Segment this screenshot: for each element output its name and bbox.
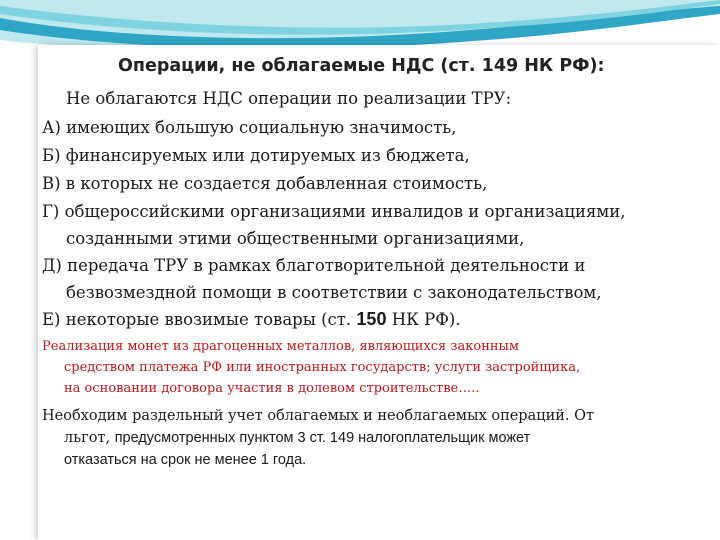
list-item-b: Б) финансируемых или дотируемых из бюджета,	[42, 146, 470, 165]
list-item-d	[42, 252, 702, 306]
footer-note-line3: отказаться на срок не менее 1 года.	[64, 452, 307, 468]
list-item-e-pre: Е) некоторые ввозимые товары (ст.	[42, 310, 357, 329]
intro-text: Не облагаются НДС операции по реализации ТРУ:	[66, 89, 512, 108]
list-item-g	[42, 198, 702, 252]
footer-note-line2-pre: льгот,	[64, 430, 115, 446]
footer-note-line1: Необходим раздельный учет облагаемых и необлагаемых операций. От	[42, 408, 595, 424]
red-note-line3: на основании договора участия в долевом строительстве…..	[64, 381, 480, 396]
footer-note-line2	[42, 427, 702, 449]
red-note-line1: Реализация монет из драгоценных металлов, являющихся законным	[42, 339, 519, 354]
list-item-e-article: 150	[356, 309, 387, 329]
list-item-d-line2: безвозмездной помощи в соответствии с законодательством,	[66, 283, 602, 302]
red-note	[42, 336, 702, 399]
footer-note	[42, 405, 702, 471]
list-item-e	[42, 306, 702, 333]
red-note-line2: средством платежа РФ или иностранных государств; услуги застройщика,	[64, 360, 581, 375]
list-item-v: В) в которых не создается добавленная стоимость,	[42, 174, 488, 193]
list-item-e-post: НК РФ).	[386, 310, 461, 329]
list-item-g-line2: созданными этими общественными организациями,	[66, 229, 525, 248]
list-item-g-line1: Г) общероссийскими организациями инвалидов и организациями,	[42, 202, 626, 221]
slide-title: Операции, не облагаемые НДС (ст. 149 НК РФ):	[118, 56, 605, 76]
footer-note-line2-post: предусмотренных пунктом 3 ст. 149 налогоплательщик может	[114, 430, 531, 446]
intro-line	[42, 85, 702, 112]
list-item-a: А) имеющих большую социальную значимость,	[42, 118, 457, 137]
list-item-d-line1: Д) передача ТРУ в рамках благотворительной деятельности и	[42, 256, 586, 275]
